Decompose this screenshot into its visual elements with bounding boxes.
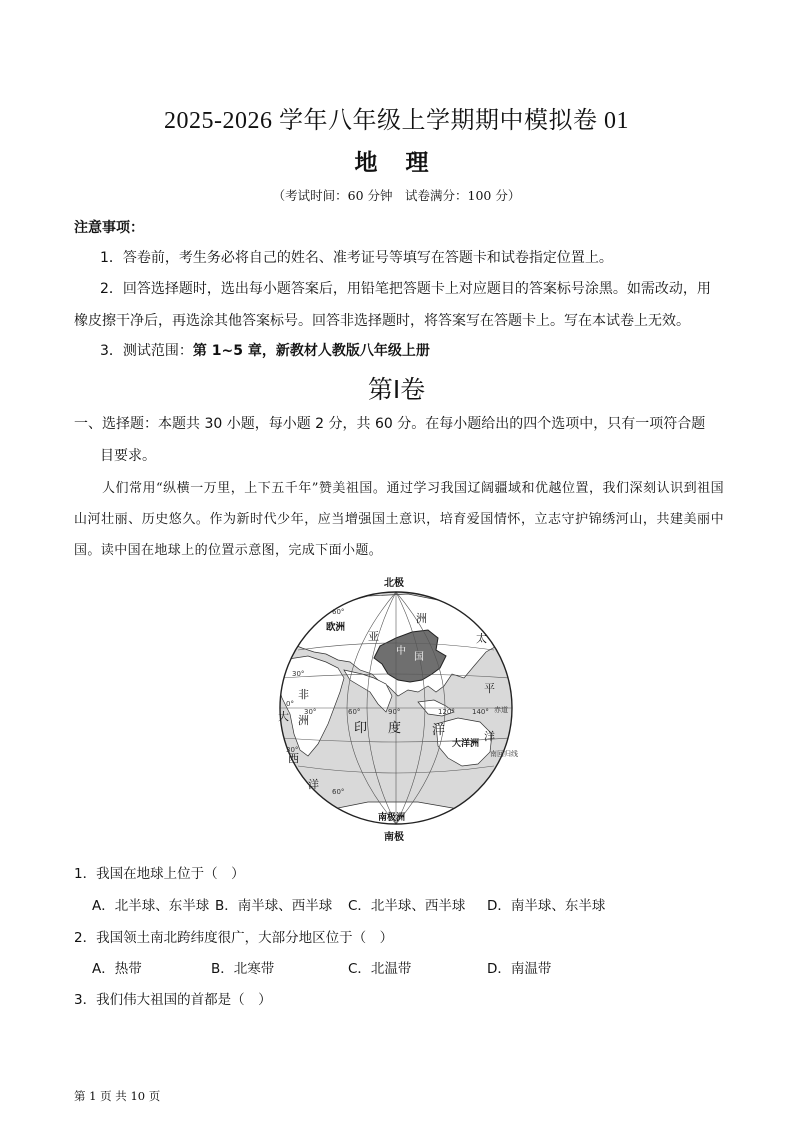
question-1-stem: 1．我国在地球上位于（ ） xyxy=(74,866,245,882)
section-title: 第Ⅰ卷 xyxy=(367,377,426,404)
antarctica-label: 南极洲 xyxy=(378,813,406,823)
lat-30n-label: 30° xyxy=(292,670,305,678)
notice-item-2: 2．回答选择题时，选出每小题答案后，用铅笔把答题卡上对应题目的答案标号涂黑。如需改动，用橡皮擦干净后，再选涂其他答案标号。回答非选择题时，将答案写在答题卡上。写在本试卷上无效。 xyxy=(74,281,711,329)
pacific-label-1: 太 xyxy=(476,632,487,645)
lat-30s-label: 30° xyxy=(286,746,299,754)
equator-label: 赤道 xyxy=(494,706,508,714)
q2-option-a[interactable]: A．热带 xyxy=(92,961,142,977)
section-instructions-line2: 目要求。 xyxy=(100,448,156,464)
africa-label-2: 洲 xyxy=(298,714,309,727)
africa-label-1: 非 xyxy=(298,688,309,701)
q1-option-c[interactable]: C．北半球、西半球 xyxy=(348,898,466,914)
question-2-stem: 2．我国领土南北跨纬度很广，大部分地区位于（ ） xyxy=(74,930,394,946)
south-pole-label: 南极 xyxy=(384,832,404,843)
lon-30-label: 30° xyxy=(304,708,317,716)
pacific-label-3: 洋 xyxy=(484,730,495,743)
china-location-globe-map xyxy=(268,574,524,844)
lon-140-label: 140° xyxy=(472,708,489,716)
notice-item-3-prefix: 3．测试范围： xyxy=(100,343,193,359)
exam-title: 2025-2026 学年八年级上学期期中模拟卷 01 xyxy=(164,108,629,134)
tropic-label: 南回归线 xyxy=(490,750,518,758)
lon-90-label: 90° xyxy=(388,708,401,716)
lat-0-label: 0° xyxy=(286,700,294,708)
lon-120-label: 120° xyxy=(438,708,455,716)
indian-ocean-label-2: 度 xyxy=(388,721,402,736)
asia-label-2: 洲 xyxy=(416,612,427,625)
lon-60-label: 60° xyxy=(348,708,361,716)
notice-heading: 注意事项： xyxy=(74,220,144,236)
section-instructions xyxy=(74,408,724,472)
subject-title: 地 理 xyxy=(354,149,439,176)
europe-label: 欧洲 xyxy=(326,622,346,633)
notice-item-1: 1．答卷前，考生务必将自己的姓名、准考证号等填写在答题卡和试卷指定位置上。 xyxy=(100,250,613,266)
lat-60n-label: 60° xyxy=(332,608,345,616)
pacific-label-2: 平 xyxy=(484,682,495,695)
reading-passage: 人们常用“纵横一万里，上下五千年”赞美祖国。通过学习我国辽阔疆域和优越位置，我们深刻认识到祖国山河壮丽、历史悠久。作为新时代少年，应当增强国土意识，培育爱国情怀，立志守护锦绣河山，共建美丽中国。读中国在地球上的位置示意图，完成下面小题。 xyxy=(74,481,724,558)
q1-option-a[interactable]: A．北半球、东半球 xyxy=(92,898,210,914)
atlantic-label-3: 洋 xyxy=(308,778,319,791)
notice-item-3 xyxy=(100,335,740,367)
q2-option-b[interactable]: B．北寒带 xyxy=(211,961,275,977)
china-label-2: 国 xyxy=(414,652,424,663)
exam-info: （考试时间：60 分钟 试卷满分：100 分） xyxy=(272,188,521,203)
q2-option-c[interactable]: C．北温带 xyxy=(348,961,412,977)
atlantic-label-2: 西 xyxy=(288,752,299,765)
china-label-1: 中 xyxy=(396,646,406,657)
page-footer: 第 1 页 共 10 页 xyxy=(74,1089,161,1103)
north-pole-label: 北极 xyxy=(384,578,404,589)
asia-label-1: 亚 xyxy=(368,630,379,643)
q1-option-d[interactable]: D．南半球、东半球 xyxy=(487,898,606,914)
test-scope: 第 1~5 章，新教材人教版八年级上册 xyxy=(192,343,430,359)
oceania-label: 大洋洲 xyxy=(452,739,480,749)
lat-60s-label: 60° xyxy=(332,788,345,796)
question-3-stem: 3．我们伟大祖国的首都是（ ） xyxy=(74,992,272,1008)
indian-ocean-label-1: 印 xyxy=(354,721,368,736)
atlantic-label-1: 大 xyxy=(278,710,289,723)
q2-option-d[interactable]: D．南温带 xyxy=(487,961,552,977)
section-instructions-line1: 一、选择题：本题共 30 小题，每小题 2 分，共 60 分。在每小题给出的四个选项中，只有一项符合题 xyxy=(74,416,706,432)
q1-option-b[interactable]: B．南半球、西半球 xyxy=(215,898,333,914)
indian-ocean-label-3: 洋 xyxy=(432,723,446,738)
